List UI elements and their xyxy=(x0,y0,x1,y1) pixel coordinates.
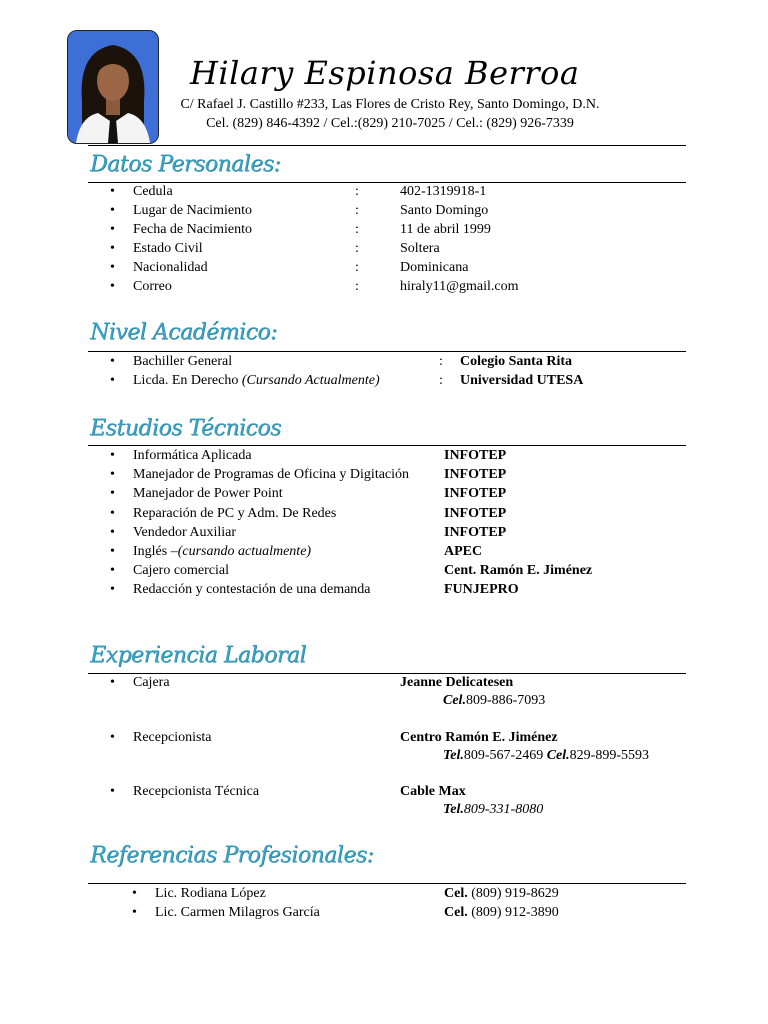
bullet: • xyxy=(110,505,115,521)
reference-phone xyxy=(444,886,559,902)
colon: : xyxy=(355,222,359,237)
institution: Universidad UTESA xyxy=(460,373,584,388)
contact-label: Cel. xyxy=(443,693,466,708)
divider xyxy=(88,145,686,146)
colon: : xyxy=(355,184,359,199)
colon: : xyxy=(439,354,443,369)
divider xyxy=(88,445,686,446)
contact-number: 809-886-7093 xyxy=(465,693,546,708)
field-label: Nacionalidad xyxy=(133,260,208,275)
course-name: Reparación de PC y Adm. De Redes xyxy=(133,505,337,521)
phone-number: (809) 919-8629 xyxy=(467,886,559,901)
field-value: Santo Domingo xyxy=(400,203,489,218)
field-value: 11 de abril 1999 xyxy=(400,222,491,237)
bullet: • xyxy=(110,729,115,745)
field-value: Dominicana xyxy=(400,260,469,275)
course-label xyxy=(133,467,409,483)
course-label xyxy=(133,486,283,502)
colon: : xyxy=(355,279,359,294)
course-label xyxy=(133,506,336,522)
institution: INFOTEP xyxy=(444,524,507,540)
colon: : xyxy=(355,241,359,256)
course-name: Redacción y contestación de una demanda xyxy=(133,582,371,598)
bullet: • xyxy=(110,582,115,598)
reference-phone xyxy=(444,905,559,921)
course-label xyxy=(133,525,236,541)
job-position: Recepcionista Técnica xyxy=(133,784,260,799)
institution: INFOTEP xyxy=(444,467,507,483)
degree-label xyxy=(133,354,232,370)
divider xyxy=(88,182,686,183)
bullet: • xyxy=(110,784,115,799)
profile-photo xyxy=(67,30,159,144)
contact-label: Tel. xyxy=(443,747,464,763)
bullet: • xyxy=(110,184,115,199)
field-value: 402-1319918-1 xyxy=(400,184,487,199)
course-label xyxy=(133,544,311,560)
field-value: hiraly11@gmail.com xyxy=(400,279,519,294)
phone-label: Cel. xyxy=(444,886,468,901)
course-name: Inglés – xyxy=(133,544,178,559)
course-name: Cajero comercial xyxy=(133,563,230,579)
company-name: Cable Max xyxy=(400,784,466,799)
divider xyxy=(88,883,686,884)
bullet: • xyxy=(110,373,115,388)
contact-number: 809-567-2469 xyxy=(463,747,547,763)
bullet: • xyxy=(110,354,115,369)
company-contact xyxy=(443,802,543,818)
field-label: Correo xyxy=(133,279,172,294)
section-title-technical: Estudios Técnicos xyxy=(90,416,281,441)
company-contact xyxy=(443,693,545,709)
candidate-name: Hilary Espinosa Berroa xyxy=(190,54,580,92)
section-title-experience: Experiencia Laboral xyxy=(90,643,306,668)
institution: INFOTEP xyxy=(444,448,507,463)
field-label: Cedula xyxy=(133,184,173,199)
course-name: Informática Aplicada xyxy=(133,448,252,463)
company-name: Jeanne Delicatesen xyxy=(400,675,514,690)
phone-number: (809) 912-3890 xyxy=(467,905,559,920)
institution: INFOTEP xyxy=(444,505,507,521)
bullet: • xyxy=(110,241,115,256)
institution: Cent. Ramón E. Jiménez xyxy=(444,563,593,579)
field-label: Estado Civil xyxy=(133,241,203,256)
contact-label: Cel. xyxy=(546,747,570,763)
institution: Colegio Santa Rita xyxy=(460,354,572,369)
reference-name: Lic. Carmen Milagros García xyxy=(155,905,320,920)
divider xyxy=(88,673,686,674)
bullet: • xyxy=(110,279,115,294)
bullet: • xyxy=(110,448,115,463)
bullet: • xyxy=(132,886,137,901)
course-name: Manejador de Power Point xyxy=(133,486,283,502)
bullet: • xyxy=(132,905,137,920)
contact-number: 829-899-5593 xyxy=(569,747,649,763)
section-title-academic: Nivel Académico: xyxy=(90,320,278,345)
job-position: Recepcionista xyxy=(133,729,212,745)
field-label: Lugar de Nacimiento xyxy=(133,203,252,218)
bullet: • xyxy=(110,524,115,540)
address: C/ Rafael J. Castillo #233, Las Flores de Cristo Rey, Santo Domingo, D.N. xyxy=(180,97,600,112)
course-label xyxy=(133,563,229,579)
bullet: • xyxy=(110,260,115,275)
institution: INFOTEP xyxy=(444,486,507,502)
job-position: Cajera xyxy=(133,675,170,690)
bullet: • xyxy=(110,203,115,218)
field-label: Fecha de Nacimiento xyxy=(133,222,252,237)
bullet: • xyxy=(110,563,115,579)
section-title-references: Referencias Profesionales: xyxy=(90,843,374,868)
company-contact xyxy=(443,748,649,764)
degree-name: Licda. En Derecho xyxy=(133,373,242,388)
course-note: (cursando actualmente) xyxy=(177,544,312,559)
course-name: Vendedor Auxiliar xyxy=(133,524,237,540)
bullet: • xyxy=(110,486,115,502)
colon: : xyxy=(355,260,359,275)
contact-number: 809-331-8080 xyxy=(463,802,544,817)
phone-label: Cel. xyxy=(444,905,468,920)
contact-label: Tel. xyxy=(443,802,464,817)
bullet: • xyxy=(110,675,115,690)
course-label xyxy=(133,448,252,464)
bullet: • xyxy=(110,544,115,559)
institution: FUNJEPRO xyxy=(444,582,519,598)
divider xyxy=(88,351,686,352)
course-name: Manejador de Programas de Oficina y Digitación xyxy=(133,467,410,483)
phone-numbers: Cel. (829) 846-4392 / Cel.:(829) 210-7025 / Cel.: (829) 926-7339 xyxy=(206,116,574,131)
reference-name: Lic. Rodiana López xyxy=(155,886,266,901)
profile-photo-illustration xyxy=(68,31,158,143)
bullet: • xyxy=(110,467,115,483)
institution: APEC xyxy=(444,544,483,559)
degree-note: (Cursando Actualmente) xyxy=(241,373,380,388)
degree-label xyxy=(133,373,380,389)
degree-name: Bachiller General xyxy=(133,354,233,369)
colon: : xyxy=(439,373,443,388)
colon: : xyxy=(355,203,359,218)
section-title-personal: Datos Personales: xyxy=(90,152,281,177)
bullet: • xyxy=(110,222,115,237)
field-value: Soltera xyxy=(400,241,440,256)
course-label xyxy=(133,582,371,598)
company-name: Centro Ramón E. Jiménez xyxy=(400,729,558,745)
